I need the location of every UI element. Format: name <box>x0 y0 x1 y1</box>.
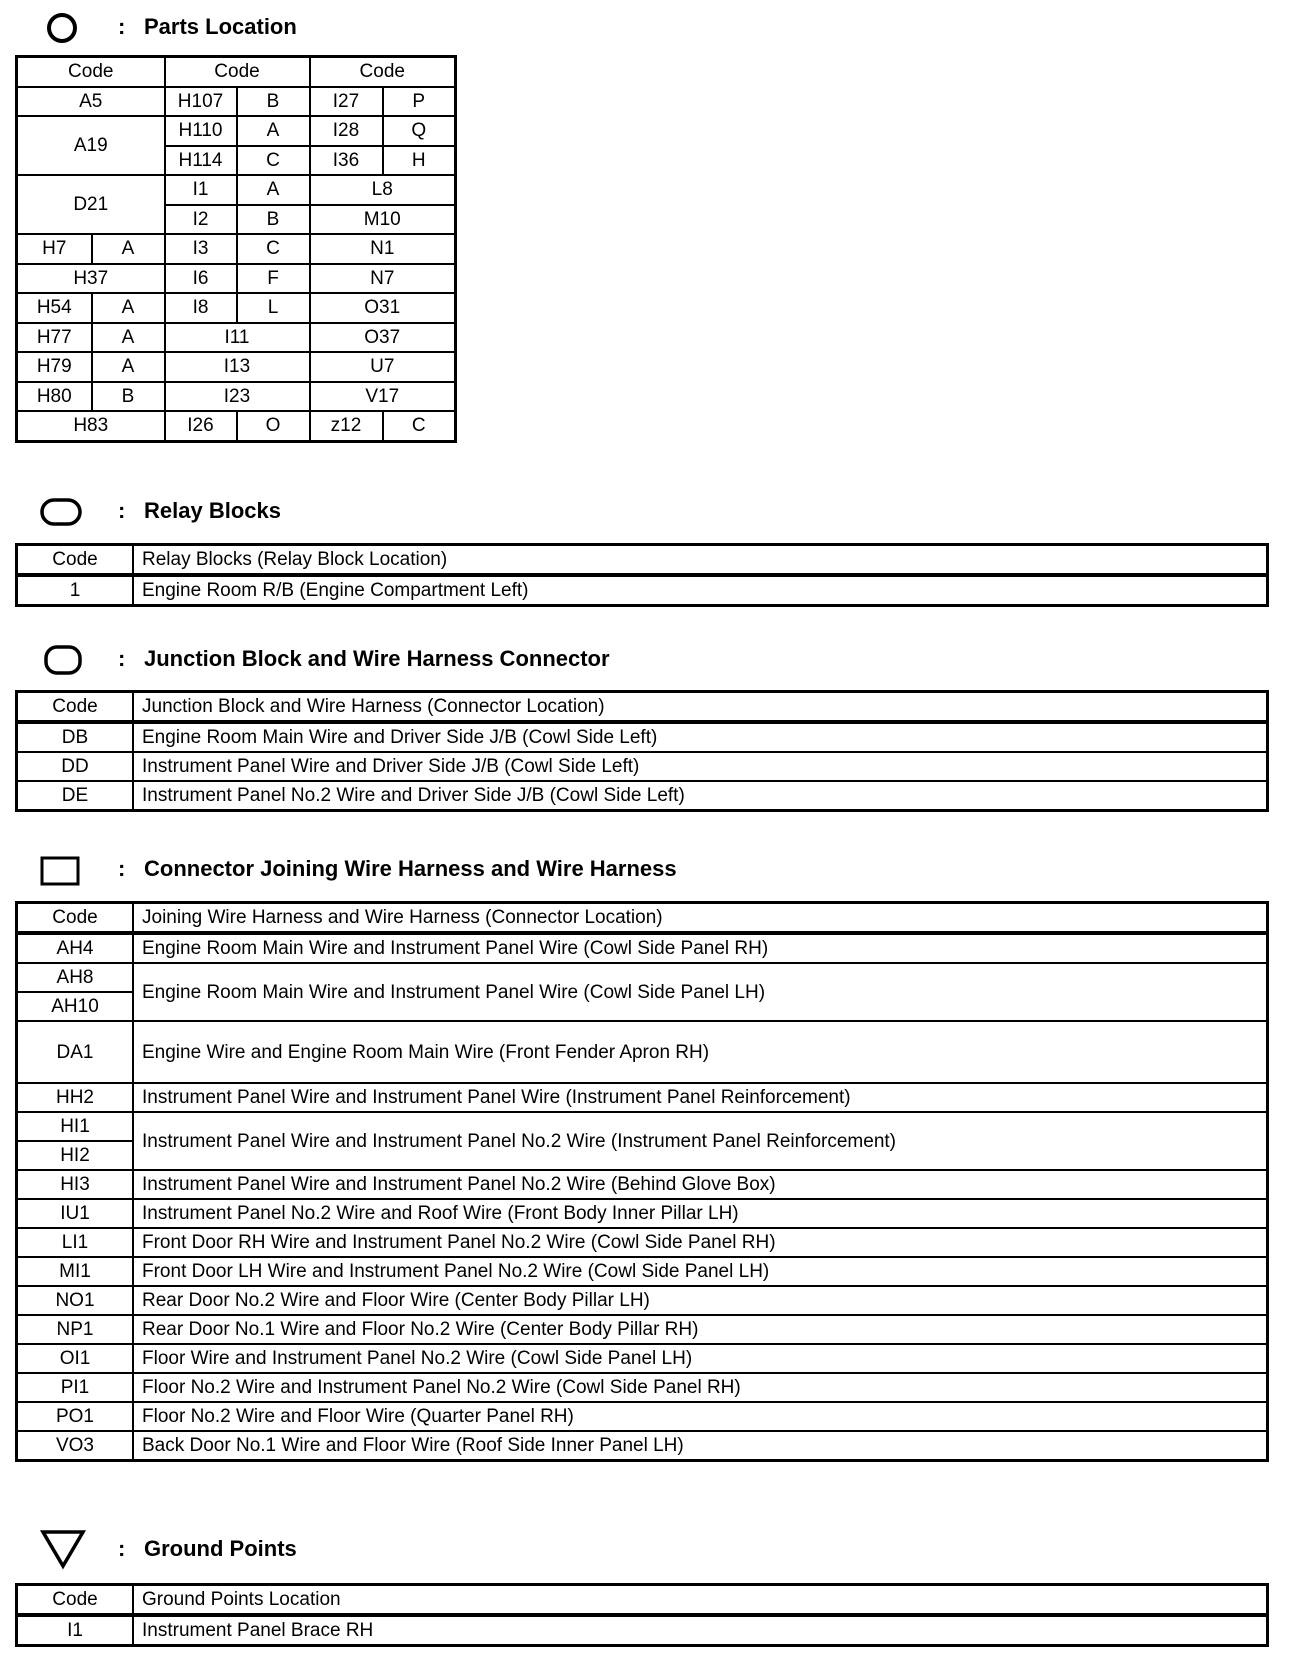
location-cell: A <box>237 116 310 146</box>
code-cell: DD <box>17 752 134 781</box>
description-cell: Engine Room Main Wire and Instrument Panel Wire (Cowl Side Panel RH) <box>133 933 1268 963</box>
code-cell: I36 <box>310 146 383 176</box>
table-row <box>17 1170 1268 1199</box>
relay-blocks-table <box>15 543 1269 607</box>
section-title: Parts Location <box>144 14 297 39</box>
header-cell: Code <box>17 692 134 723</box>
description-cell: Floor Wire and Instrument Panel No.2 Wire (Cowl Side Panel LH) <box>133 1344 1268 1373</box>
code-cell: V17 <box>310 382 456 412</box>
colon: : <box>118 1536 126 1561</box>
description-cell: Instrument Panel Wire and Driver Side J/B (Cowl Side Left) <box>133 752 1268 781</box>
code-cell: 1 <box>17 575 134 606</box>
location-cell: A <box>92 323 165 353</box>
code-cell: H83 <box>17 411 165 441</box>
code-cell: HI2 <box>17 1141 134 1170</box>
table-row <box>17 116 456 146</box>
code-cell: I27 <box>310 87 383 117</box>
header-cell: Joining Wire Harness and Wire Harness (Connector Location) <box>133 903 1268 934</box>
description-cell: Back Door No.1 Wire and Floor Wire (Roof Side Inner Panel LH) <box>133 1431 1268 1461</box>
connector-joining-table <box>15 901 1269 1462</box>
parts-location-table <box>15 55 457 443</box>
code-cell: VO3 <box>17 1431 134 1461</box>
header-cell: Code <box>17 545 134 576</box>
code-cell: U7 <box>310 352 456 382</box>
location-cell: F <box>237 264 310 294</box>
junction-block-table <box>15 690 1269 812</box>
table-row <box>17 722 1268 752</box>
table-row <box>17 1228 1268 1257</box>
description-cell: Instrument Panel Wire and Instrument Panel No.2 Wire (Instrument Panel Reinforcement) <box>133 1112 1268 1170</box>
header-cell: Relay Blocks (Relay Block Location) <box>133 545 1268 576</box>
description-cell: Instrument Panel Wire and Instrument Panel No.2 Wire (Behind Glove Box) <box>133 1170 1268 1199</box>
table-row <box>17 1344 1268 1373</box>
table-row <box>17 1615 1268 1646</box>
code-cell: NP1 <box>17 1315 134 1344</box>
description-cell: Engine Room Main Wire and Instrument Panel Wire (Cowl Side Panel LH) <box>133 963 1268 1021</box>
description-cell: Floor No.2 Wire and Floor Wire (Quarter Panel RH) <box>133 1402 1268 1431</box>
code-cell: LI1 <box>17 1228 134 1257</box>
code-cell: z12 <box>310 411 383 441</box>
location-cell: H <box>383 146 456 176</box>
description-cell: Instrument Panel Wire and Instrument Panel Wire (Instrument Panel Reinforcement) <box>133 1083 1268 1112</box>
colon: : <box>118 14 126 39</box>
table-row <box>17 1431 1268 1461</box>
code-cell: H80 <box>17 382 92 412</box>
description-cell: Rear Door No.2 Wire and Floor Wire (Center Body Pillar LH) <box>133 1286 1268 1315</box>
table-row <box>17 1199 1268 1228</box>
code-cell: DB <box>17 722 134 752</box>
code-cell: DA1 <box>17 1021 134 1083</box>
description-cell: Front Door LH Wire and Instrument Panel No.2 Wire (Cowl Side Panel LH) <box>133 1257 1268 1286</box>
code-cell: L8 <box>310 175 456 205</box>
table-row <box>17 781 1268 811</box>
code-cell: AH4 <box>17 933 134 963</box>
table-header-row <box>17 545 1268 576</box>
code-cell: M10 <box>310 205 456 235</box>
code-cell: I2 <box>165 205 237 235</box>
header-cell: Code <box>17 903 134 934</box>
code-cell: IU1 <box>17 1199 134 1228</box>
header-cell: Code <box>17 1585 134 1616</box>
square-icon <box>40 850 84 890</box>
code-cell: I1 <box>17 1615 134 1646</box>
code-cell: OI1 <box>17 1344 134 1373</box>
code-cell: I13 <box>165 352 310 382</box>
header-cell: Code <box>310 57 456 87</box>
location-cell: A <box>92 234 165 264</box>
code-cell: MI1 <box>17 1257 134 1286</box>
description-cell: Instrument Panel Brace RH <box>133 1615 1268 1646</box>
code-cell: N7 <box>310 264 456 294</box>
code-cell: AH8 <box>17 963 134 992</box>
code-cell: I3 <box>165 234 237 264</box>
code-cell: D21 <box>17 175 165 234</box>
location-cell: C <box>237 234 310 264</box>
colon: : <box>118 646 126 671</box>
location-cell: C <box>237 146 310 176</box>
description-cell: Engine Wire and Engine Room Main Wire (Front Fender Apron RH) <box>133 1021 1268 1083</box>
location-cell: B <box>237 87 310 117</box>
colon: : <box>118 856 126 881</box>
ground-points-table <box>15 1583 1269 1647</box>
table-row <box>17 411 456 441</box>
table-row <box>17 264 456 294</box>
description-cell: Front Door RH Wire and Instrument Panel No.2 Wire (Cowl Side Panel RH) <box>133 1228 1268 1257</box>
table-row <box>17 323 456 353</box>
description-cell: Rear Door No.1 Wire and Floor No.2 Wire (Center Body Pillar RH) <box>133 1315 1268 1344</box>
location-cell: C <box>383 411 456 441</box>
location-cell: A <box>92 352 165 382</box>
code-cell: H114 <box>165 146 237 176</box>
triangle-icon <box>40 1528 88 1572</box>
table-header-row <box>17 903 1268 934</box>
description-cell: Engine Room Main Wire and Driver Side J/B (Cowl Side Left) <box>133 722 1268 752</box>
code-cell: AH10 <box>17 992 134 1021</box>
code-cell: H37 <box>17 264 165 294</box>
table-row <box>17 234 456 264</box>
code-cell: I8 <box>165 293 237 323</box>
table-header-row <box>17 1585 1268 1616</box>
code-cell: H79 <box>17 352 92 382</box>
code-cell: A19 <box>17 116 165 175</box>
table-row <box>17 1373 1268 1402</box>
table-header-row <box>17 692 1268 723</box>
code-cell: I28 <box>310 116 383 146</box>
code-cell: H77 <box>17 323 92 353</box>
header-cell: Code <box>17 57 165 87</box>
code-cell: O37 <box>310 323 456 353</box>
location-cell: Q <box>383 116 456 146</box>
table-row <box>17 752 1268 781</box>
location-cell: B <box>92 382 165 412</box>
code-cell: I1 <box>165 175 237 205</box>
table-row <box>17 175 456 205</box>
table-row <box>17 1286 1268 1315</box>
location-cell: L <box>237 293 310 323</box>
table-row <box>17 293 456 323</box>
section-title: Junction Block and Wire Harness Connector <box>144 646 610 671</box>
code-cell: PI1 <box>17 1373 134 1402</box>
code-cell: HI3 <box>17 1170 134 1199</box>
code-cell: H54 <box>17 293 92 323</box>
code-cell: I23 <box>165 382 310 412</box>
rounded-rect-icon <box>40 492 84 532</box>
code-cell: I6 <box>165 264 237 294</box>
code-cell: H110 <box>165 116 237 146</box>
table-row <box>17 1402 1268 1431</box>
table-row <box>17 963 1268 992</box>
colon: : <box>118 498 126 523</box>
description-cell: Floor No.2 Wire and Instrument Panel No.2 Wire (Cowl Side Panel RH) <box>133 1373 1268 1402</box>
table-row <box>17 1021 1268 1083</box>
header-cell: Junction Block and Wire Harness (Connector Location) <box>133 692 1268 723</box>
rounded-square-icon <box>40 640 84 680</box>
header-cell: Code <box>165 57 310 87</box>
location-cell: A <box>237 175 310 205</box>
table-header-row <box>17 57 456 87</box>
code-cell: I11 <box>165 323 310 353</box>
section-title: Connector Joining Wire Harness and Wire Harness <box>144 856 677 881</box>
section-title: Relay Blocks <box>144 498 281 523</box>
code-cell: PO1 <box>17 1402 134 1431</box>
location-cell: B <box>237 205 310 235</box>
code-cell: O31 <box>310 293 456 323</box>
table-row <box>17 382 456 412</box>
code-cell: I26 <box>165 411 237 441</box>
code-cell: DE <box>17 781 134 811</box>
code-cell: NO1 <box>17 1286 134 1315</box>
location-cell: O <box>237 411 310 441</box>
circle-icon <box>44 8 84 48</box>
code-cell: H107 <box>165 87 237 117</box>
description-cell: Engine Room R/B (Engine Compartment Left) <box>133 575 1268 606</box>
table-row <box>17 87 456 117</box>
code-cell: N1 <box>310 234 456 264</box>
table-row <box>17 1257 1268 1286</box>
header-cell: Ground Points Location <box>133 1585 1268 1616</box>
table-row <box>17 575 1268 606</box>
description-cell: Instrument Panel No.2 Wire and Roof Wire (Front Body Inner Pillar LH) <box>133 1199 1268 1228</box>
section-title: Ground Points <box>144 1536 297 1561</box>
table-row <box>17 933 1268 963</box>
table-row <box>17 1315 1268 1344</box>
code-cell: H7 <box>17 234 92 264</box>
code-cell: A5 <box>17 87 165 117</box>
code-cell: HI1 <box>17 1112 134 1141</box>
table-row <box>17 1083 1268 1112</box>
location-cell: A <box>92 293 165 323</box>
table-row <box>17 352 456 382</box>
description-cell: Instrument Panel No.2 Wire and Driver Side J/B (Cowl Side Left) <box>133 781 1268 811</box>
table-row <box>17 1112 1268 1141</box>
code-cell: HH2 <box>17 1083 134 1112</box>
location-cell: P <box>383 87 456 117</box>
